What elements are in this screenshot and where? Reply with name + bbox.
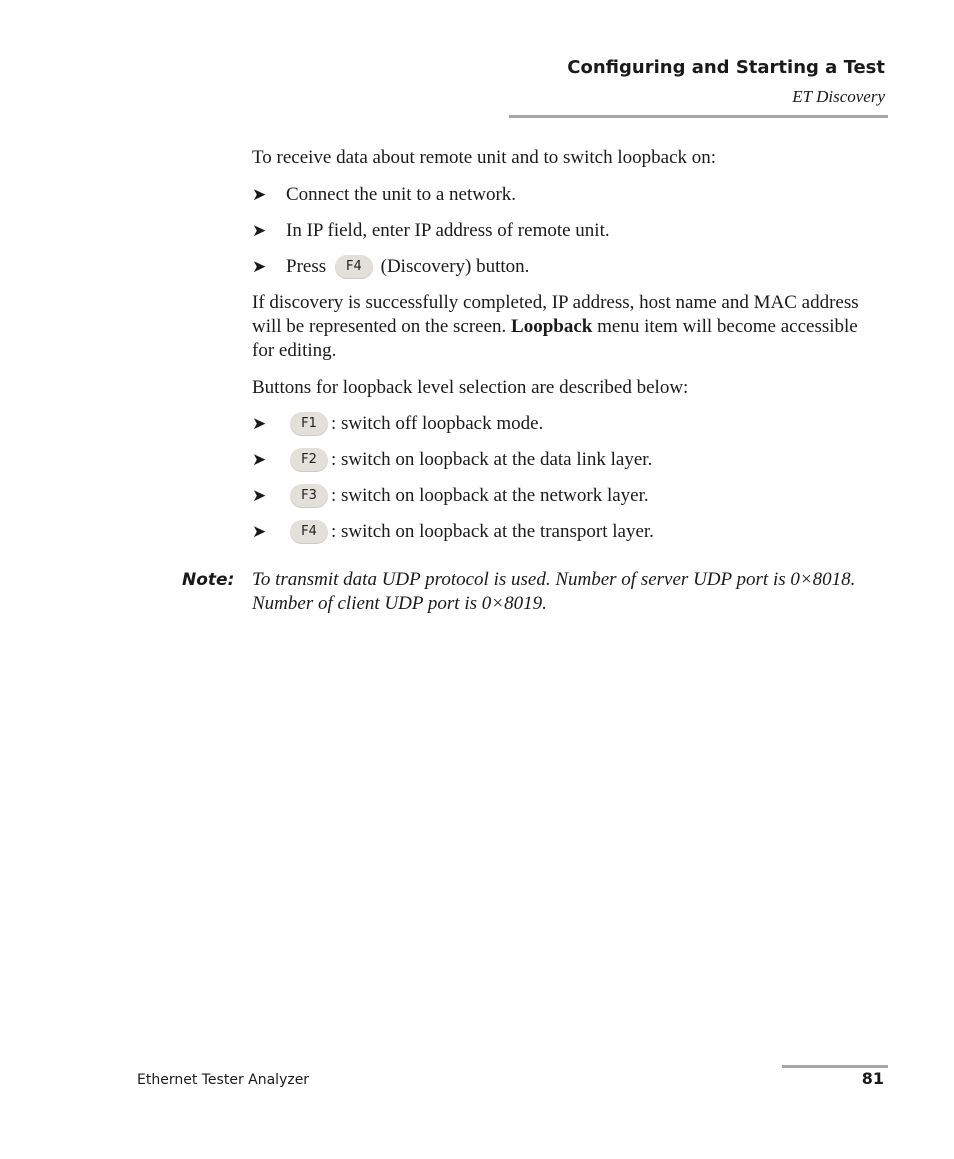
step-text: Connect the unit to a network. bbox=[286, 184, 517, 205]
arrowhead-bullet-icon: ➤ bbox=[252, 257, 267, 277]
arrowhead-bullet-icon: ➤ bbox=[252, 185, 267, 205]
loopback-button-text bbox=[286, 447, 652, 473]
footer-product-name: Ethernet Tester Analyzer bbox=[137, 1072, 310, 1088]
step-text bbox=[286, 254, 529, 280]
arrowhead-bullet-icon: ➤ bbox=[252, 414, 267, 434]
loopback-button-text bbox=[286, 519, 654, 545]
step-text-before: Press bbox=[286, 256, 327, 277]
section-subtitle: ET Discovery bbox=[792, 87, 885, 106]
buttons-intro: Buttons for loopback level selection are described below: bbox=[252, 377, 689, 398]
loopback-button-item bbox=[252, 447, 872, 473]
intro-paragraph: To receive data about remote unit and to switch loopback on: bbox=[252, 147, 717, 168]
arrowhead-bullet-icon: ➤ bbox=[252, 450, 267, 470]
note-text: To transmit data UDP protocol is used. Number of server UDP port is 0×8018. Number of client UDP port is 0×8019. bbox=[252, 569, 856, 614]
loopback-description: : switch on loopback at the transport layer. bbox=[331, 521, 654, 542]
discovery-text-after: menu item will become accessible for editing. bbox=[252, 316, 858, 361]
arrowhead-bullet-icon: ➤ bbox=[252, 486, 267, 506]
section-title: Configuring and Starting a Test bbox=[567, 57, 885, 78]
loopback-button-text bbox=[286, 483, 649, 509]
step-item bbox=[252, 218, 872, 244]
loopback-button-item bbox=[252, 411, 872, 437]
f3-key-icon: F3 bbox=[290, 484, 328, 508]
footer-rule bbox=[782, 1065, 888, 1068]
arrowhead-bullet-icon: ➤ bbox=[252, 522, 267, 542]
discovery-paragraph bbox=[252, 291, 862, 363]
note-label: Note: bbox=[182, 570, 235, 590]
header-rule bbox=[509, 115, 888, 118]
loopback-description: : switch on loopback at the data link layer. bbox=[331, 449, 653, 470]
discovery-text-before: If discovery is successfully completed, IP address, host name and MAC address will be represented on the screen. bbox=[252, 292, 859, 337]
loopback-description: : switch off loopback mode. bbox=[331, 413, 544, 434]
loopback-button-text bbox=[286, 411, 543, 437]
step-item bbox=[252, 182, 872, 208]
loopback-description: : switch on loopback at the network layer. bbox=[331, 485, 649, 506]
f4-key-icon: F4 bbox=[335, 255, 373, 279]
arrowhead-bullet-icon: ➤ bbox=[252, 221, 267, 241]
f1-key-icon: F1 bbox=[290, 412, 328, 436]
step-item bbox=[252, 254, 872, 280]
loopback-button-item bbox=[252, 483, 872, 509]
loopback-button-item bbox=[252, 519, 872, 545]
f4-key-icon: F4 bbox=[290, 520, 328, 544]
page-number: 81 bbox=[861, 1069, 884, 1088]
loopback-term: Loopback bbox=[511, 316, 593, 337]
step-text-after: (Discovery) button. bbox=[380, 256, 530, 277]
f2-key-icon: F2 bbox=[290, 448, 328, 472]
step-text: In IP field, enter IP address of remote unit. bbox=[286, 220, 610, 241]
